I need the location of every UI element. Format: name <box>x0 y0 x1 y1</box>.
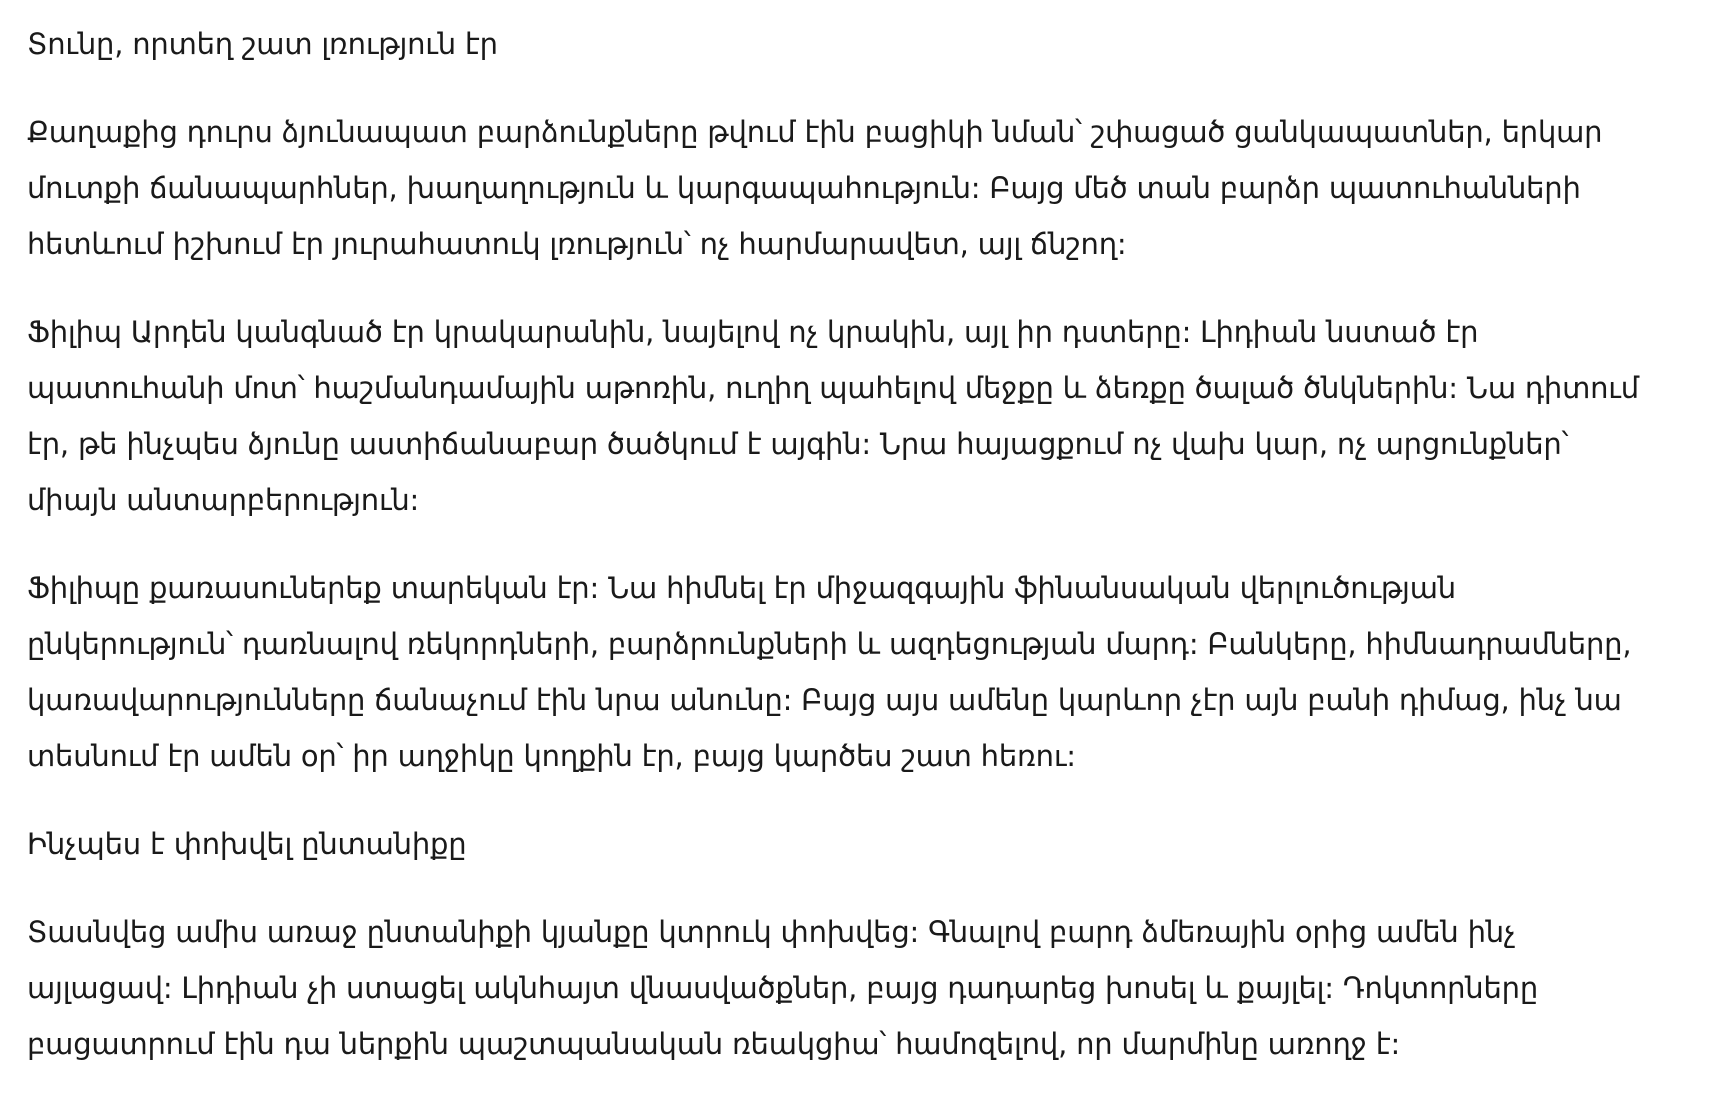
section-heading-house: Տունը, որտեղ շատ լռություն էր <box>27 27 498 61</box>
paragraph-philip-fireplace: Ֆիլիպ Արդեն կանգնած էր կրակարանին, նայելով ոչ կրակին, այլ իր դստերը: Լիդիան նստած էր պատուհանի մոտ՝ հաշմանդամային աթոռին, ուղիղ պահելով մեջքը և ձեռքը ծալած ծնկներին: Նա դիտում էր, թե ինչպես ձյունը աստիճանաբար ծածկում է այգին: Նրա հայացքում ոչ վախ կար, ոչ արցունքներ՝ միայն անտարբերություն: <box>27 315 1639 517</box>
paragraph-family-change: Տասնվեց ամիս առաջ ընտանիքի կյանքը կտրուկ փոխվեց: Գնալով բարդ ձմեռային օրից ամեն ինչ այլացավ: Լիդիան չի ստացել ակնհայտ վնասվածքներ, բայց դադարեց խոսել և քայլել: Դոկտորները բացատրում էին դա ներքին պաշտպանական ռեակցիա՝ համոզելով, որ մարմինը առողջ է: <box>27 915 1539 1061</box>
section-heading-family: Ինչպես է փոխվել ընտանիքը <box>27 827 467 861</box>
paragraph-philip-career: Ֆիլիպը քառասուներեք տարեկան էր: Նա հիմնել էր միջազգային ֆինանսական վերլուծության ընկերություն՝ դառնալով ռեկորդների, բարձրունքների և ազդեցության մարդ: Բանկերը, հիմնադրամները, կառավարությունները ճանաչում էին նրա անունը: Բայց այս ամենը կարևոր չէր այն բանի դիմաց, ինչ նա տեսնում էր ամեն օր՝ իր աղջիկը կողքին էր, բայց կարծես շատ հեռու: <box>27 571 1632 773</box>
paragraph-outskirts: Քաղաքից դուրս ձյունապատ բարձունքները թվում էին բացիկի նման՝ շփացած ցանկապատներ, երկար մուտքի ճանապարհներ, խաղաղություն և կարգապահություն: Բայց մեծ տան բարձր պատուհանների հետևում իշխում էր յուրահատուկ լռություն՝ ոչ հարմարավետ, այլ ճնշող: <box>27 115 1603 261</box>
